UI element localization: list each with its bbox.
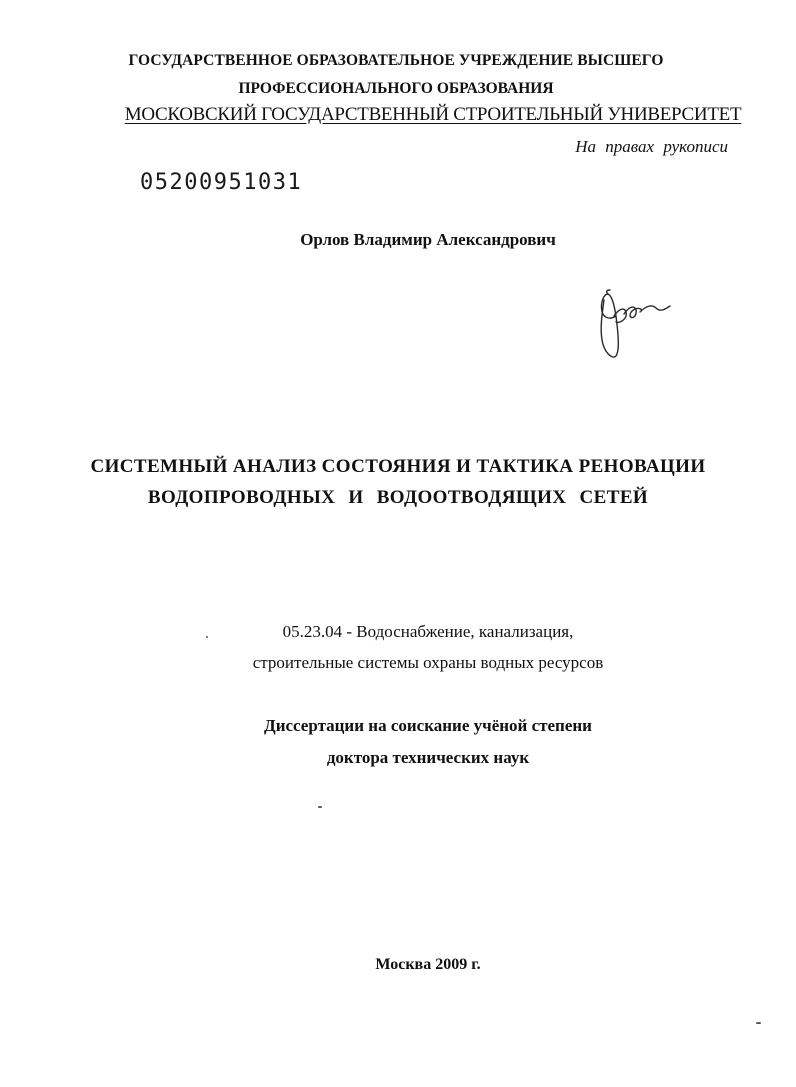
- institution-line-1: ГОСУДАРСТВЕННОЕ ОБРАЗОВАТЕЛЬНОЕ УЧРЕЖДЕНИЕ ВЫСШЕГО: [128, 52, 664, 69]
- city-year: Москва 2009 г.: [375, 956, 481, 973]
- specialty-line-2: строительные системы охраны водных ресурсов: [252, 653, 604, 672]
- catalog-number: 05200951031: [140, 170, 303, 195]
- author-name: Орлов Владимир Александрович: [300, 230, 556, 249]
- title-line-1: СИСТЕМНЫЙ АНАЛИЗ СОСТОЯНИЯ И ТАКТИКА РЕНОВАЦИИ: [90, 456, 706, 477]
- scan-speck: [318, 806, 322, 808]
- degree-line-1: Диссертации на соискание учёной степени: [264, 716, 592, 735]
- specialty-line-1: 05.23.04 - Водоснабжение, канализация,: [282, 622, 574, 641]
- institution-line-2: ПРОФЕССИОНАЛЬНОГО ОБРАЗОВАНИЯ: [238, 80, 554, 97]
- title-line-2: ВОДОПРОВОДНЫХ И ВОДООТВОДЯЩИХ СЕТЕЙ: [147, 487, 649, 508]
- scan-speck: [756, 1022, 761, 1024]
- university-name: МОСКОВСКИЙ ГОСУДАРСТВЕННЫЙ СТРОИТЕЛЬНЫЙ УНИВЕРСИТЕТ: [124, 104, 742, 125]
- degree-line-2: доктора технических наук: [326, 748, 530, 767]
- manuscript-note: На правах рукописи: [575, 137, 728, 156]
- signature-icon: [594, 286, 674, 371]
